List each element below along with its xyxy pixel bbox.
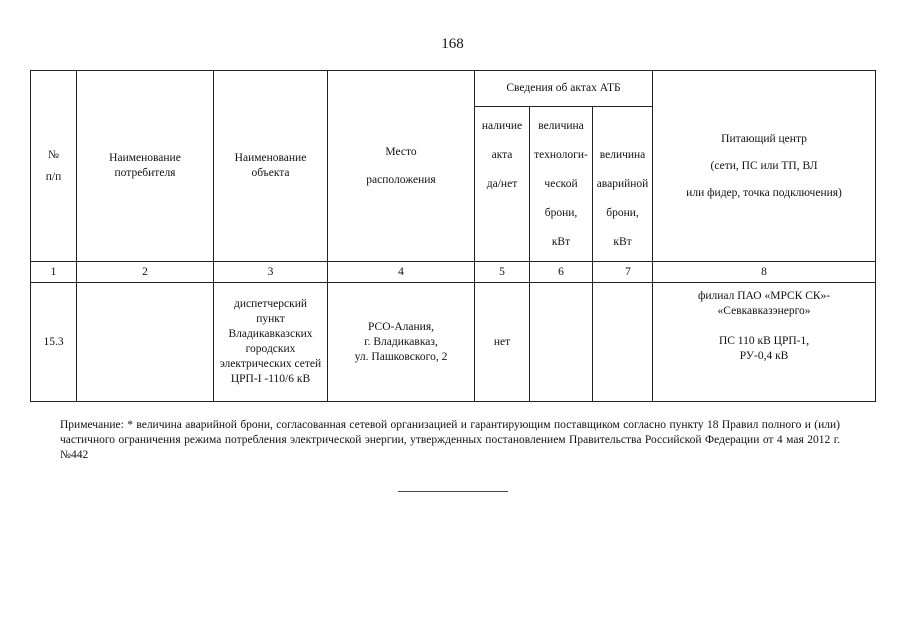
column-number-row xyxy=(31,262,876,283)
column-number: 1 xyxy=(31,262,77,283)
atb-table xyxy=(30,70,876,402)
header-consumer: Наименование потребителя xyxy=(77,71,214,262)
row-number: 15.3 xyxy=(31,283,77,402)
column-number: 7 xyxy=(593,262,653,283)
row-location: РСО-Алания, г. Владикавказ, ул. Пашковского, 2 xyxy=(328,283,475,402)
row-consumer xyxy=(77,283,214,402)
table-row xyxy=(31,283,876,402)
header-location: Место расположения xyxy=(328,71,475,262)
column-number: 4 xyxy=(328,262,475,283)
row-emergency-reserve xyxy=(593,283,653,402)
footnote: Примечание: * величина аварийной брони, согласованная сетевой организацией и гарантирующим поставщиком согласно пункту 18 Правил полного и (или) частичного ограничения режима потребления электрической энергии, утвержденных постановлением Правительства Российской Федерации от 4 мая 2012 г. №442 xyxy=(60,419,840,461)
separator-line xyxy=(398,491,508,492)
page-number: 168 xyxy=(441,36,464,52)
column-number: 5 xyxy=(475,262,530,283)
row-supply-center: филиал ПАО «МРСК СК»- «Севкавказэнерго» ПС 110 кВ ЦРП-1, РУ-0,4 кВ xyxy=(653,283,876,402)
row-tech-reserve xyxy=(530,283,593,402)
column-number: 8 xyxy=(653,262,876,283)
column-number: 3 xyxy=(214,262,328,283)
header-emergency-reserve: величина аварийной брони, кВт xyxy=(593,107,653,262)
column-number: 2 xyxy=(77,262,214,283)
header-supply-center: Питающий центр (сети, ПС или ТП, ВЛ или фидер, точка подключения) xyxy=(653,71,876,262)
header-act: наличие акта да/нет xyxy=(475,107,530,262)
header-atb-group: Сведения об актах АТБ xyxy=(475,71,653,107)
column-number: 6 xyxy=(530,262,593,283)
header-number: № п/п xyxy=(31,71,77,262)
row-object: диспетчерский пункт Владикавказских городских электрических сетей ЦРП-I -110/6 кВ xyxy=(214,283,328,402)
header-object: Наименование объекта xyxy=(214,71,328,262)
header-tech-reserve: величина технологи- ческой брони, кВт xyxy=(530,107,593,262)
row-act: нет xyxy=(475,283,530,402)
